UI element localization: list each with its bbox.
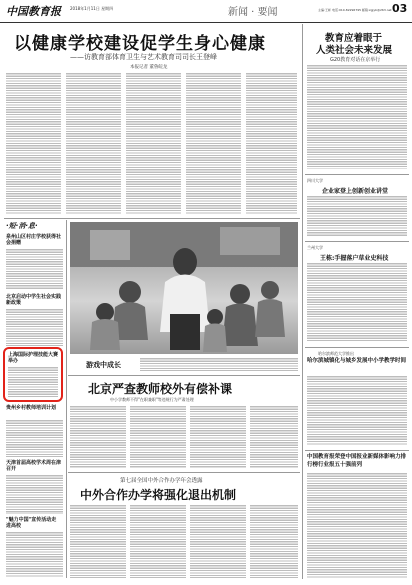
cooperation-body-col3: [190, 504, 246, 578]
beijing-subtitle: 中小学教师不得"在职兼职"等违规行为严肃处理: [110, 397, 194, 402]
right-item-2-title: 王栋:手握落户草业史科技: [320, 255, 389, 262]
sidebar-item-3-title: 上海国际护理技能大赛举办: [8, 352, 59, 364]
sidebar-item-2-body: [6, 308, 63, 346]
right-lead-title-2: 人类社会未来发展: [316, 45, 393, 56]
lead-body-col2: [66, 72, 121, 215]
newspaper-logo: 中国教育报: [6, 5, 61, 18]
cooperation-kicker: 第七届全国中外合作办学年会透露: [120, 478, 203, 484]
sidebar-item-4-body: [6, 419, 63, 457]
cooperation-body-col2: [130, 504, 186, 578]
sidebar-header: ·短·消·息·: [6, 222, 38, 230]
sidebar-item-1-body: [6, 248, 63, 290]
lead-title: 以健康学校建设促学生身心健康: [14, 34, 266, 54]
photo-scene: [70, 222, 298, 354]
cooperation-title: 中外合作办学将强化退出机制: [80, 488, 237, 502]
lead-body-col1: [6, 72, 61, 215]
news-photo: [70, 222, 298, 354]
beijing-body-col2: [130, 405, 186, 468]
cooperation-body-col4: [250, 504, 298, 578]
right-item-1-title: 企业家登上创新创业讲堂: [322, 188, 389, 195]
masthead: [0, 0, 412, 22]
right-lead-subtitle: G20教育对话在京举行: [330, 57, 381, 63]
right-item-3-body: [307, 375, 407, 445]
right-item-2-body: [307, 262, 407, 342]
sidebar-item-5-body: [6, 474, 63, 514]
sidebar-item-3-body: [8, 366, 58, 398]
lead-body-col4: [186, 72, 241, 215]
right-lead-body: [307, 64, 407, 169]
photo-caption-title: 游戏中成长: [86, 361, 121, 369]
sidebar-item-1-title: 泉州山区村庄学校获得社会捐赠: [6, 234, 62, 246]
editor-info: 主编:王彬 电话:010-82296795 邮箱:zgjyb@263.net: [318, 8, 392, 12]
right-item-1-kicker: 四川大学: [307, 178, 323, 183]
right-item-1-body: [307, 195, 407, 237]
beijing-body-col3: [190, 405, 246, 468]
lead-body-col3: [126, 72, 181, 215]
lead-byline: 本报记者 董鲁皖龙: [130, 65, 168, 70]
beijing-title: 北京严查教师校外有偿补课: [88, 382, 233, 396]
lead-body-col5: [246, 72, 297, 215]
right-item-4-body: [307, 472, 407, 578]
sidebar-item-6-body: [6, 531, 63, 577]
right-item-3-kicker: 哈尔滨师范大学推出: [318, 351, 354, 356]
sidebar-item-4-title: 贵州乡村教师培训计划: [6, 405, 57, 411]
sidebar-item-6-title: "魅力中国"宣传活动走进高校: [6, 517, 57, 529]
sidebar-item-2-title: 北京启动中学生社会实践新政策: [6, 294, 62, 306]
beijing-body-col4: [250, 405, 298, 468]
lead-subtitle: ——访教育部体育卫生与艺术教育司司长王登峰: [70, 53, 217, 61]
right-item-3-title: 哈尔滨城镇化与城乡发展中小学教学时间: [307, 358, 407, 364]
section-label: 新闻 · 要闻: [228, 7, 278, 18]
right-item-4-title: 中国教育报荣登中国报业新媒体影响力排行榜行业报五十强前列: [307, 454, 407, 468]
right-lead-title-1: 教育应着眼于: [325, 33, 383, 44]
cooperation-body-col1: [70, 504, 126, 578]
photo-caption-body: [140, 357, 298, 371]
beijing-body-col1: [70, 405, 126, 468]
sidebar-item-5-title: 天津首届高校学术周在津召开: [6, 460, 62, 472]
right-item-2-kicker: 兰州大学: [307, 245, 323, 250]
issue-date: 2018年1月11日 星期四: [70, 6, 114, 11]
page-number: 03: [392, 2, 408, 15]
